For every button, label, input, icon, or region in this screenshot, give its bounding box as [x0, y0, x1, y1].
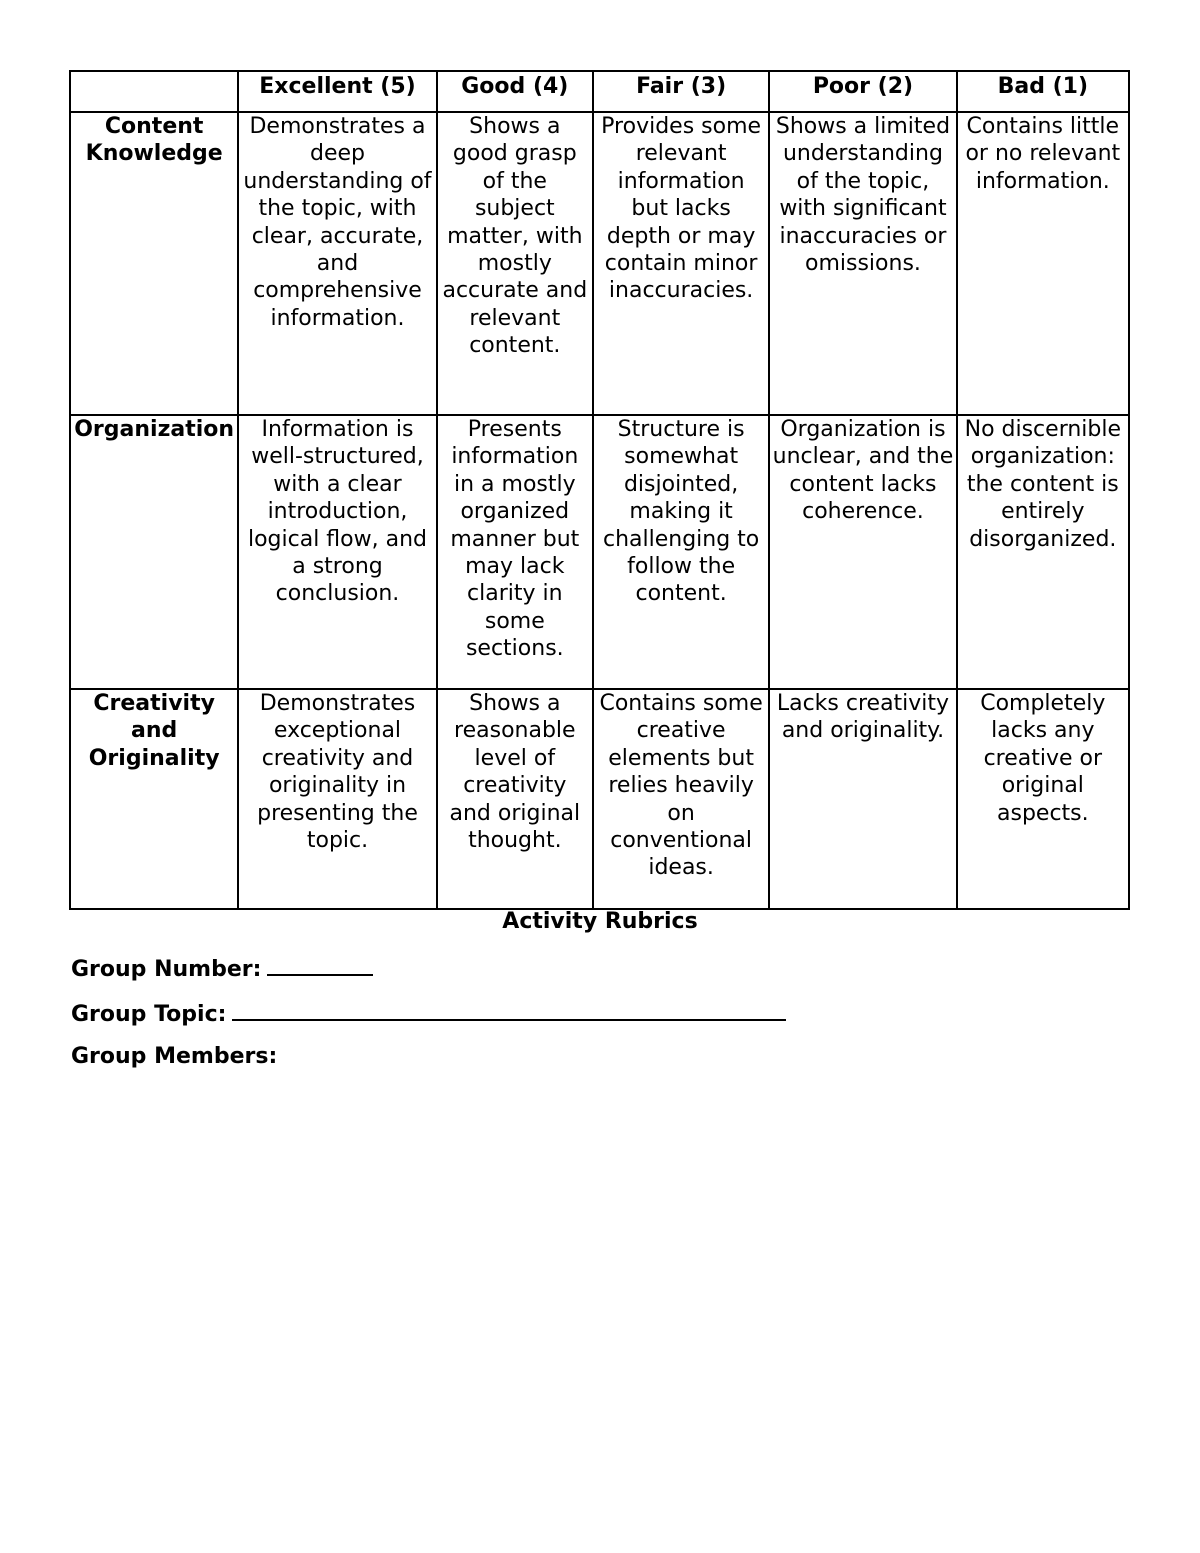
criterion-label: Content Knowledge [70, 112, 238, 415]
group-number-field [71, 952, 373, 985]
rubric-cell-good: Shows a good grasp of the subject matter, with mostly accurate and relevant content. [437, 112, 593, 415]
rubric-row-creativity-originality [70, 689, 1129, 909]
rubric-row-content-knowledge [70, 112, 1129, 415]
header-bad: Bad (1) [957, 71, 1129, 112]
rubric-cell-fair: Contains some creative elements but relies heavily on conventional ideas. [593, 689, 769, 909]
group-number-blank[interactable] [267, 952, 373, 976]
rubric-cell-bad: No discernible organization: the content is entirely disorganized. [957, 415, 1129, 689]
rubric-cell-bad: Contains little or no relevant information. [957, 112, 1129, 415]
rubric-header-row [70, 71, 1129, 112]
header-criteria-cell [70, 71, 238, 112]
criterion-label: Creativity and Originality [70, 689, 238, 909]
group-topic-field [71, 997, 786, 1030]
group-topic-blank[interactable] [232, 997, 786, 1021]
rubric-cell-fair: Provides some relevant information but lacks depth or may contain minor inaccuracies. [593, 112, 769, 415]
header-excellent: Excellent (5) [238, 71, 436, 112]
rubric-cell-fair: Structure is somewhat disjointed, making it challenging to follow the content. [593, 415, 769, 689]
rubric-cell-good: Presents information in a mostly organized manner but may lack clarity in some sections. [437, 415, 593, 689]
rubric-table [69, 70, 1130, 910]
table-caption: Activity Rubrics [502, 909, 698, 934]
rubric-cell-poor: Lacks creativity and originality. [769, 689, 956, 909]
header-fair: Fair (3) [593, 71, 769, 112]
rubric-cell-poor: Shows a limited understanding of the topic, with significant inaccuracies or omissions. [769, 112, 956, 415]
group-number-label: Group Number: [71, 957, 262, 982]
group-members-label: Group Members: [71, 1044, 278, 1069]
rubric-cell-poor: Organization is unclear, and the content lacks coherence. [769, 415, 956, 689]
rubric-cell-bad: Completely lacks any creative or original aspects. [957, 689, 1129, 909]
rubric-cell-excellent: Demonstrates exceptional creativity and originality in presenting the topic. [238, 689, 436, 909]
group-members-field [71, 1042, 277, 1072]
rubric-row-organization [70, 415, 1129, 689]
rubric-cell-excellent: Demonstrates a deep understanding of the topic, with clear, accurate, and comprehensive information. [238, 112, 436, 415]
header-poor: Poor (2) [769, 71, 956, 112]
header-good: Good (4) [437, 71, 593, 112]
criterion-label: Organization [70, 415, 238, 689]
group-topic-label: Group Topic: [71, 1002, 227, 1027]
rubric-cell-good: Shows a reasonable level of creativity and original thought. [437, 689, 593, 909]
rubric-cell-excellent: Information is well-structured, with a clear introduction, logical flow, and a strong conclusion. [238, 415, 436, 689]
